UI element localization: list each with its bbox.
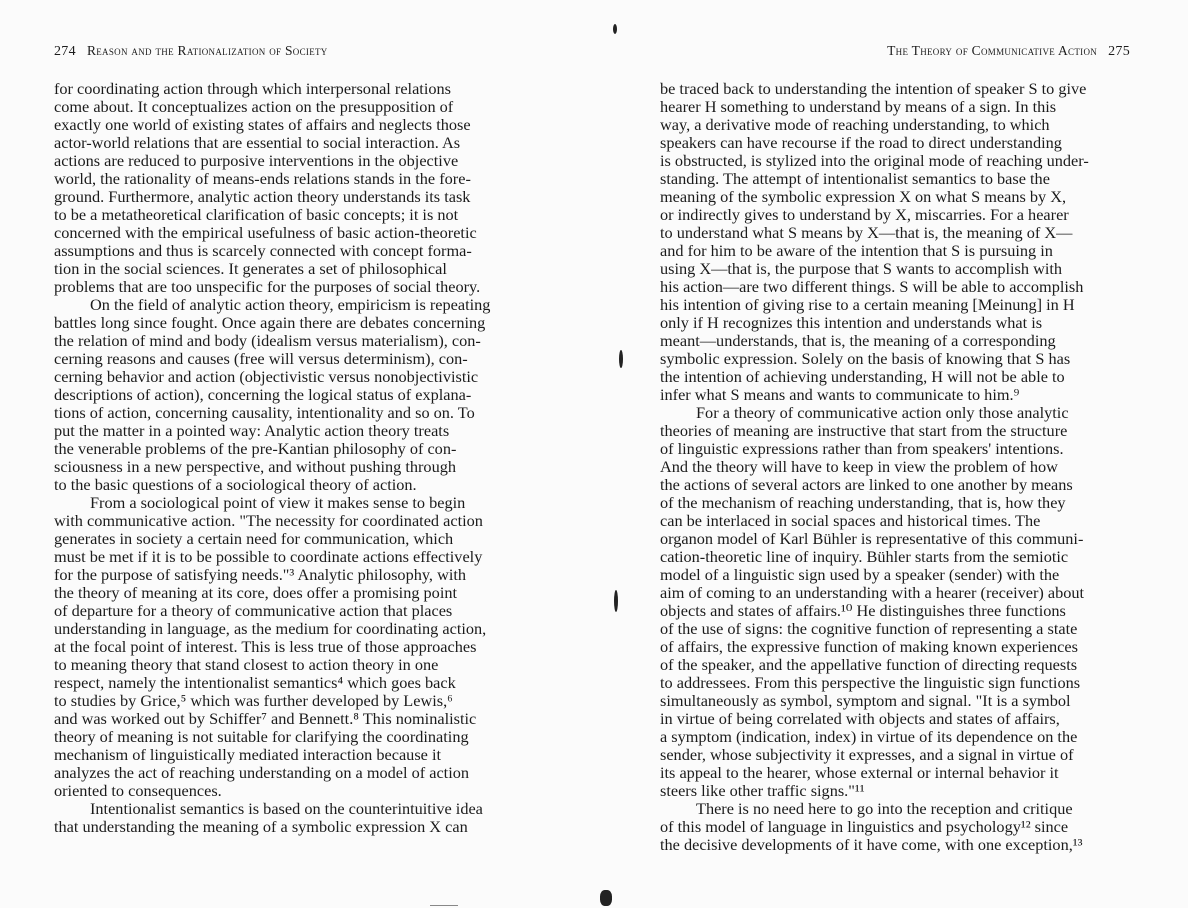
text-line: exactly one world of existing states of affairs and neglects those: [54, 115, 471, 134]
text-line: to be a metatheoretical clarification of basic concepts; it is not: [54, 205, 459, 224]
gutter-mark: [619, 350, 623, 368]
text-line: speakers can have recourse if the road to direct understanding: [660, 133, 1062, 152]
gutter-mark: [614, 590, 618, 612]
right-page: [594, 0, 1188, 908]
text-line: can be interlaced in social spaces and historical times. The: [660, 511, 1041, 530]
text-line: concerned with the empirical usefulness of basic action-theoretic: [54, 223, 477, 242]
text-line: theory of meaning is not suitable for clarifying the coordinating: [54, 727, 469, 746]
text-line: of this model of language in linguistics and psychology¹² since: [660, 817, 1069, 836]
text-line: oriented to consequences.: [54, 781, 222, 800]
text-line: only if H recognizes this intention and understands what is: [660, 313, 1043, 332]
text-line: infer what S means and wants to communicate to him.⁹: [660, 385, 1020, 404]
text-line: standing. The attempt of intentionalist semantics to base the: [660, 169, 1050, 188]
text-line: of the use of signs: the cognitive function of representing a state: [660, 619, 1078, 638]
text-line: and was worked out by Schiffer⁷ and Bennett.⁸ This nominalistic: [54, 709, 477, 728]
text-line: world, the rationality of means-ends relations stands in the fore-: [54, 169, 471, 188]
text-line: to the basic questions of a sociological theory of action.: [54, 475, 417, 494]
text-line: On the field of analytic action theory, empiricism is repeating: [90, 295, 491, 314]
text-line: for the purpose of satisfying needs."³ Analytic philosophy, with: [54, 565, 467, 584]
text-line: that understanding the meaning of a symbolic expression X can: [54, 817, 468, 836]
left-body-text: [54, 80, 522, 836]
gutter-mark: [600, 890, 612, 906]
text-line: actions are reduced to purposive interventions in the objective: [54, 151, 459, 170]
text-line: tions of action, concerning causality, intentionality and so on. To: [54, 403, 475, 422]
text-line: and for him to be aware of the intention that S is pursuing in: [660, 241, 1053, 260]
text-line: the intention of achieving understanding, H will not be able to: [660, 367, 1065, 386]
text-line: the decisive developments of it have come, with one exception,¹³: [660, 835, 1083, 854]
text-line: battles long since fought. Once again there are debates concerning: [54, 313, 486, 332]
text-line: descriptions of action), concerning the logical status of explana-: [54, 385, 472, 404]
text-line: theories of meaning are instructive that start from the structure: [660, 421, 1068, 440]
text-line: simultaneously as symbol, symptom and signal. "It is a symbol: [660, 691, 1071, 710]
gutter-mark: [613, 24, 617, 34]
text-line: his intention of giving rise to a certain meaning [Meinung] in H: [660, 295, 1075, 314]
text-line: for coordinating action through which interpersonal relations: [54, 79, 451, 98]
text-line: mechanism of linguistically mediated interaction because it: [54, 745, 442, 764]
text-line: understanding in language, as the medium for coordinating action,: [54, 619, 487, 638]
text-line: organon model of Karl Bühler is representative of this communi-: [660, 529, 1084, 548]
text-line: From a sociological point of view it makes sense to begin: [90, 493, 466, 512]
text-line: objects and states of affairs.¹⁰ He distinguishes three functions: [660, 601, 1066, 620]
text-line: cerning behavior and action (objectivistic versus nonobjectivistic: [54, 367, 479, 386]
text-line: its appeal to the hearer, whose external or internal behavior it: [660, 763, 1059, 782]
text-line: respect, namely the intentionalist semantics⁴ which goes back: [54, 673, 456, 692]
text-line: For a theory of communicative action only those analytic: [696, 403, 1069, 422]
text-line: at the focal point of interest. This is less true of those approaches: [54, 637, 477, 656]
text-line: aim of coming to an understanding with a hearer (receiver) about: [660, 583, 1085, 602]
text-line: of the mechanism of reaching understanding, that is, how they: [660, 493, 1066, 512]
text-line: tion in the social sciences. It generates a set of philosophical: [54, 259, 447, 278]
text-line: actor-world relations that are essential to social interaction. As: [54, 133, 461, 152]
text-line: the theory of meaning at its core, does offer a promising point: [54, 583, 458, 602]
text-line: be traced back to understanding the intention of speaker S to give: [660, 79, 1087, 98]
left-page-header: [54, 43, 328, 60]
text-line: meant—understands, that is, the meaning of a corresponding: [660, 331, 1056, 350]
right-page-header: [887, 43, 1130, 60]
text-line: using X—that is, the purpose that S wants to accomplish with: [660, 259, 1063, 278]
text-line: put the matter in a pointed way: Analytic action theory treats: [54, 421, 450, 440]
text-line: model of a linguistic sign used by a speaker (sender) with the: [660, 565, 1060, 584]
text-line: the venerable problems of the pre-Kantian philosophy of con-: [54, 439, 457, 458]
text-line: generates in society a certain need for communication, which: [54, 529, 454, 548]
text-line: steers like other traffic signs."¹¹: [660, 781, 865, 800]
text-line: And the theory will have to keep in view the problem of how: [660, 457, 1058, 476]
text-line: symbolic expression. Solely on the basis of knowing that S has: [660, 349, 1071, 368]
text-line: to meaning theory that stand closest to action theory in one: [54, 655, 439, 674]
right-page-number: 275: [1108, 44, 1130, 59]
text-line: sciousness in a new perspective, and without pushing through: [54, 457, 456, 476]
text-line: problems that are too unspecific for the purposes of social theory.: [54, 277, 481, 296]
text-line: with communicative action. "The necessity for coordinated action: [54, 511, 483, 530]
text-line: or indirectly gives to understand by X, miscarries. For a hearer: [660, 205, 1069, 224]
text-line: ground. Furthermore, analytic action theory understands its task: [54, 187, 471, 206]
text-line: cerning reasons and causes (free will versus determinism), con-: [54, 349, 468, 368]
text-line: sender, whose subjectivity it expresses, and a signal in virtue of: [660, 745, 1074, 764]
bottom-mark: [430, 905, 458, 906]
text-line: the relation of mind and body (idealism versus materialism), con-: [54, 331, 481, 350]
text-line: There is no need here to go into the reception and critique: [696, 799, 1073, 818]
text-line: hearer H something to understand by means of a sign. In this: [660, 97, 1057, 116]
text-line: is obstructed, is stylized into the original mode of reaching under-: [660, 151, 1089, 170]
text-line: to understand what S means by X—that is, the meaning of X—: [660, 223, 1073, 242]
text-line: cation-theoretic line of inquiry. Bühler starts from the semiotic: [660, 547, 1069, 566]
text-line: come about. It conceptualizes action on the presupposition of: [54, 97, 454, 116]
left-page-number: 274: [54, 44, 76, 59]
right-running-head: The Theory of Communicative Action: [887, 43, 1098, 58]
text-line: of linguistic expressions rather than from speakers' intentions.: [660, 439, 1064, 458]
text-line: in virtue of being correlated with objects and states of affairs,: [660, 709, 1060, 728]
text-line: assumptions and thus is scarcely connected with concept forma-: [54, 241, 472, 260]
text-line: his action—are two different things. S will be able to accomplish: [660, 277, 1084, 296]
text-line: a symptom (indication, index) in virtue of its dependence on the: [660, 727, 1078, 746]
text-line: of affairs, the expressive function of making known experiences: [660, 637, 1078, 656]
text-line: to studies by Grice,⁵ which was further developed by Lewis,⁶: [54, 691, 453, 710]
text-line: of the speaker, and the appellative function of directing requests: [660, 655, 1078, 674]
left-running-head: Reason and the Rationalization of Society: [86, 43, 328, 58]
right-body-text: [660, 80, 1122, 854]
text-line: to addressees. From this perspective the linguistic sign functions: [660, 673, 1081, 692]
text-line: the actions of several actors are linked to one another by means: [660, 475, 1073, 494]
text-line: way, a derivative mode of reaching understanding, to which: [660, 115, 1050, 134]
text-line: analyzes the act of reaching understanding on a model of action: [54, 763, 470, 782]
text-line: meaning of the symbolic expression X on what S means by X,: [660, 187, 1067, 206]
text-line: Intentionalist semantics is based on the counterintuitive idea: [90, 799, 483, 818]
text-line: of departure for a theory of communicative action that places: [54, 601, 453, 620]
text-line: must be met if it is to be possible to coordinate actions effectively: [54, 547, 483, 566]
